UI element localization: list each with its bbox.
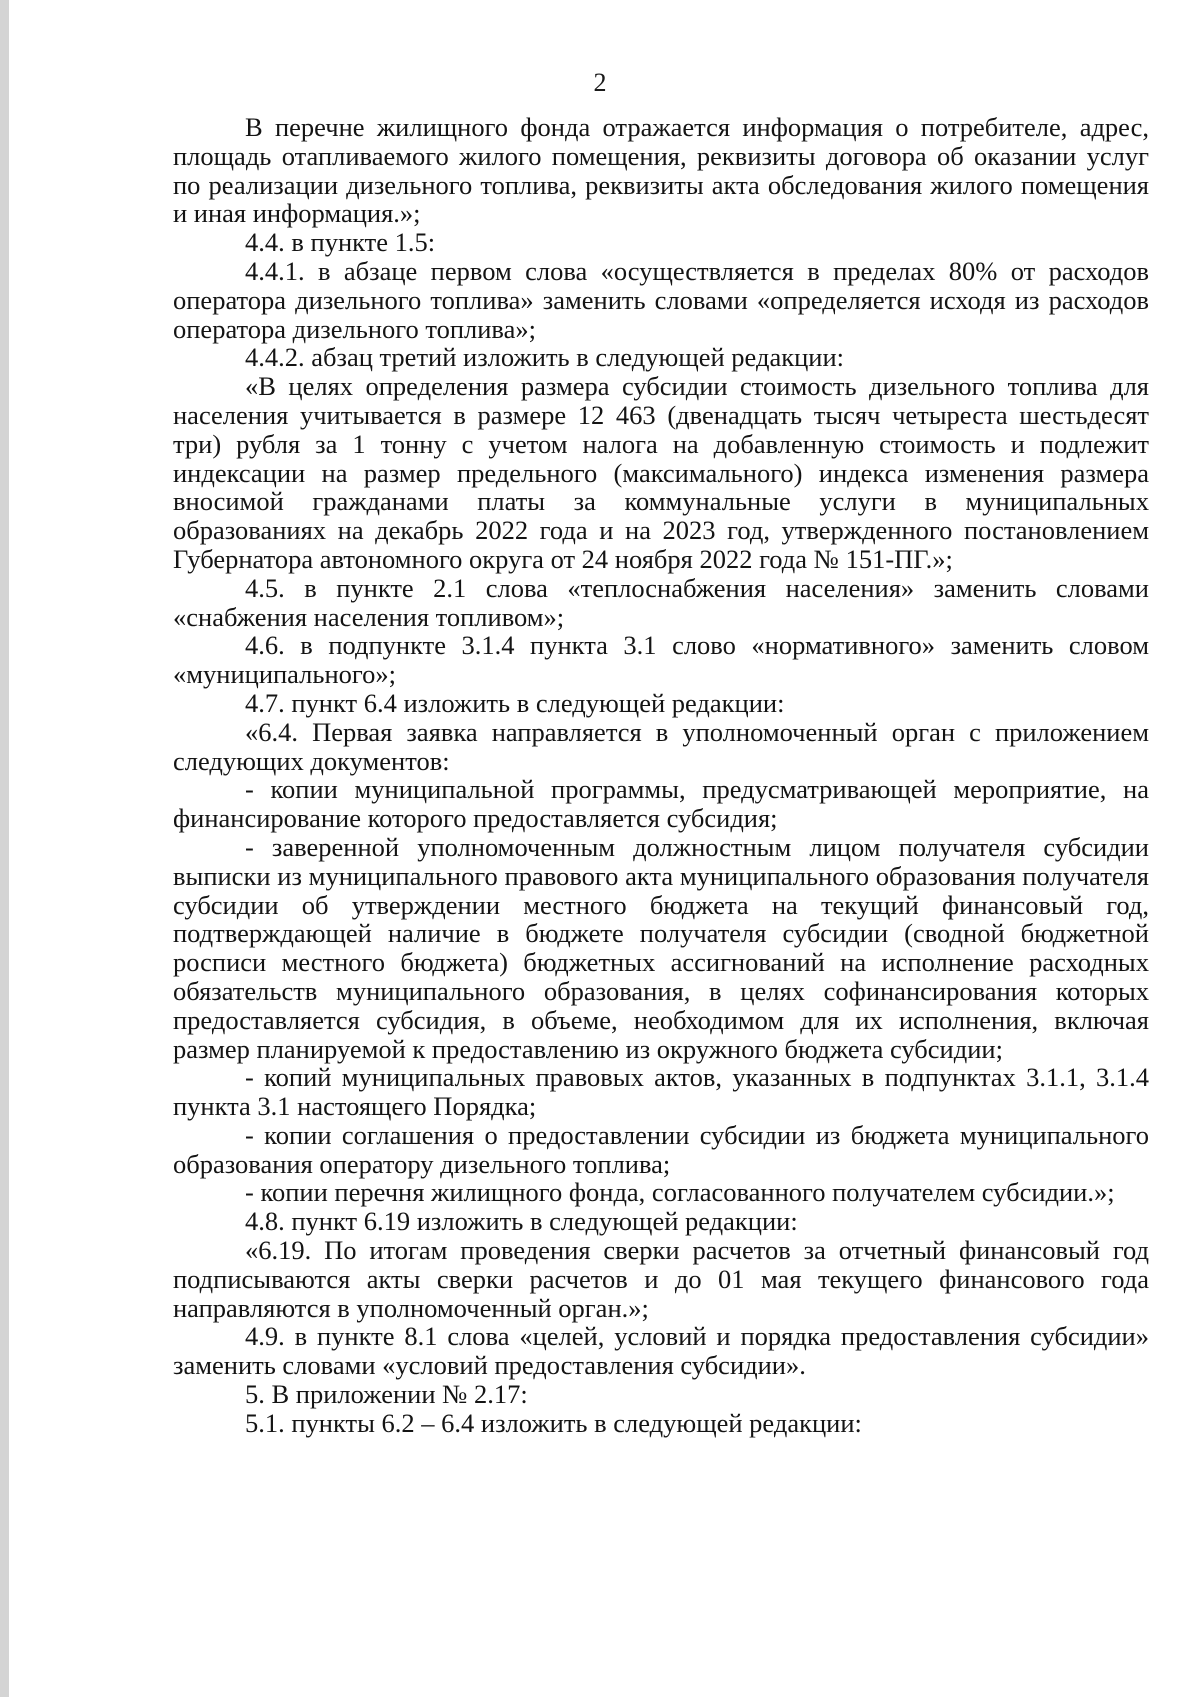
paragraph: 4.4. в пункте 1.5:	[245, 227, 436, 258]
paragraph: 4.5. в пункте 2.1 слова «теплоснабжения населения» заменить словами «снабжения населения топливом»;	[173, 572, 1149, 632]
paragraph: - копии соглашения о предоставлении субсидии из бюджета муниципального образования оператору дизельного топлива;	[173, 1119, 1149, 1179]
paragraph: 4.4.2. абзац третий изложить в следующей редакции:	[245, 342, 844, 373]
paragraph: - копии муниципальной программы, предусматривающей мероприятие, на финансирование которого предоставляется субсидия;	[173, 774, 1149, 834]
paragraph: 4.4.1. в абзаце первом слова «осуществляется в пределах 80% от расходов оператора дизельного топлива» заменить словами «определяется исходя из расходов оператора дизельного топлива»;	[173, 255, 1149, 344]
paragraph: 4.6. в подпункте 3.1.4 пункта 3.1 слово «нормативного» заменить словом «муниципального»;	[173, 630, 1149, 690]
paragraph: - копий муниципальных правовых актов, указанных в подпунктах 3.1.1, 3.1.4 пункта 3.1 настоящего Порядка;	[173, 1062, 1149, 1122]
paragraph: 4.9. в пункте 8.1 слова «целей, условий и порядка предоставления субсидии» заменить словами «условий предоставления субсидии».	[173, 1321, 1149, 1381]
paragraph: 5.1. пункты 6.2 – 6.4 изложить в следующей редакции:	[245, 1407, 862, 1438]
paragraph: «6.19. По итогам проведения сверки расчетов за отчетный финансовый год подписываются акты сверки расчетов и до 01 мая текущего финансового года направляются в уполномоченный орган.»;	[173, 1235, 1149, 1323]
paragraph: - копии перечня жилищного фонда, согласованного получателем субсидии.»;	[245, 1177, 1115, 1208]
page-number: 2	[593, 68, 607, 97]
paragraph: - заверенной уполномоченным должностным лицом получателя субсидии выписки из муниципального правового акта муниципального образования получателя субсидии об утверждении местного бюджета на текущий финансовый год, подтверждающей наличие в бюджете получателя субсидии (сводной бюджетной росписи местного бюджета) бюджетных ассигнований на исполнение расходных обязательств муниципального образования, в целях софинансирования которых предоставляется субсидия, в объеме, необходимом для их исполнения, включая размер планируемой к предоставлению из окружного бюджета субсидии;	[173, 831, 1149, 1064]
paragraph: 4.8. пункт 6.19 изложить в следующей редакции:	[245, 1206, 798, 1237]
paragraph: В перечне жилищного фонда отражается информация о потребителе, адрес, площадь отапливаемого жилого помещения, реквизиты договора об оказании услуг по реализации дизельного топлива, реквизиты акта обследования жилого помещения и иная информация.»;	[173, 112, 1149, 229]
paragraph: 5. В приложении № 2.17:	[245, 1379, 528, 1410]
paragraph: «В целях определения размера субсидии стоимость дизельного топлива для населения учитывается в размере 12 463 (двенадцать тысяч четыреста шестьдесят три) рубля за 1 тонну с учетом налога на добавленную стоимость и подлежит индексации на размер предельного (максимального) индекса изменения размера вносимой гражданами платы за коммунальные услуги в муниципальных образованиях на декабрь 2022 года и на 2023 год, утвержденного постановлением Губернатора автономного округа от 24 ноября 2022 года № 151-ПГ.»;	[173, 371, 1149, 574]
paragraph: 4.7. пункт 6.4 изложить в следующей редакции:	[245, 687, 785, 718]
paragraph: «6.4. Первая заявка направляется в уполномоченный орган с приложением следующих документов:	[173, 716, 1149, 776]
document-body	[173, 113, 1149, 1438]
scan-edge	[0, 0, 9, 1697]
